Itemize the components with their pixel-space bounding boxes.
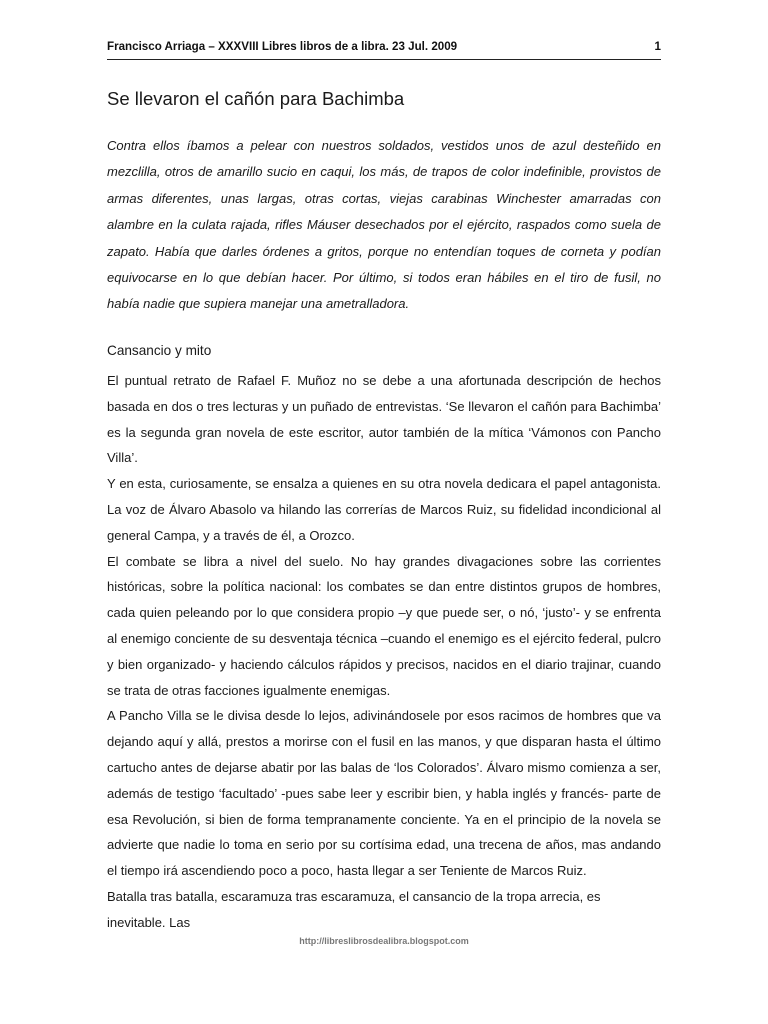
body-paragraph: El puntual retrato de Rafael F. Muñoz no se debe a una afortunada descripción de hechos basada en dos o tres lecturas y un puñado de entrevistas. ‘Se llevaron el cañón para Bachimba’ es la segunda gran novela de este escritor, autor también de la mítica ‘Vámonos con Pancho Villa’.	[107, 373, 661, 466]
article-title: Se llevaron el cañón para Bachimba	[107, 88, 405, 109]
epigraph-quote: Contra ellos íbamos a pelear con nuestros soldados, vestidos unos de azul desteñido en mezclilla, otros de amarillo sucio en caqui, los más, de trapos de color indefinible, provistos de armas diferentes, unas largas, otras cortas, viejas carabinas Winchester amarradas con alambre en la culata rajada, rifles Máuser desechados por el ejército, raspados como suela de zapato. Había que darles órdenes a gritos, porque no entendían toques de corneta y podían equivocarse en lo que debían hacer. Por último, si todos eran hábiles en el tiro de fusil, no había nadie que supiera manejar una ametralladora.	[107, 138, 661, 312]
body-paragraph: Y en esta, curiosamente, se ensalza a quienes en su otra novela dedicara el papel antagonista. La voz de Álvaro Abasolo va hilando las correrías de Marcos Ruiz, su fidelidad incondicional al general Campa, y a través de él, a Orozco.	[107, 476, 661, 543]
footer-url[interactable]: http://libreslibrosdealibra.blogspot.com	[299, 936, 469, 946]
article-body	[107, 368, 661, 936]
body-paragraph: El combate se libra a nivel del suelo. No hay grandes divagaciones sobre las corrientes históricas, sobre la política nacional: los combates se dan entre distintos grupos de hombres, cada quien peleando por lo que considera propio –y que puede ser, o nó, ‘justo’- y se enfrenta al enemigo conciente de su desventaja técnica –cuando el enemigo es el ejército federal, pulcro y bien organizado- y haciendo cálculos rápidos y precisos, nacidos en el diario trajinar, cuando se trata de otras facciones igualmente enemigas.	[107, 553, 661, 698]
running-title: Francisco Arriaga – XXXVIII Libres libros de a libra. 23 Jul. 2009	[107, 40, 458, 53]
page-number: 1	[654, 40, 661, 53]
section-heading: Cansancio y mito	[107, 343, 212, 358]
page-header	[107, 40, 661, 60]
body-paragraph: Batalla tras batalla, escaramuza tras escaramuza, el cansancio de la tropa arrecia, es inevitable. Las	[107, 888, 601, 930]
body-paragraph: A Pancho Villa se le divisa desde lo lejos, adivinándosele por esos racimos de hombres que va dejando aquí y allá, prestos a morirse con el fusil en las manos, y que disparan hasta el último cartucho antes de dejarse abatir por las balas de ‘los Colorados’. Álvaro mismo comienza a ser, además de testigo ‘facultado’ -pues sabe leer y escribir bien, y habla inglés y francés- parte de esa Revolución, si bien de forma tempranamente conciente. Ya en el principio de la novela se advierte que nadie lo toma en serio por su cortísima edad, una trecena de años, mas andando el tiempo irá ascendiendo poco a poco, hasta llegar a ser Teniente de Marcos Ruiz.	[107, 708, 661, 879]
